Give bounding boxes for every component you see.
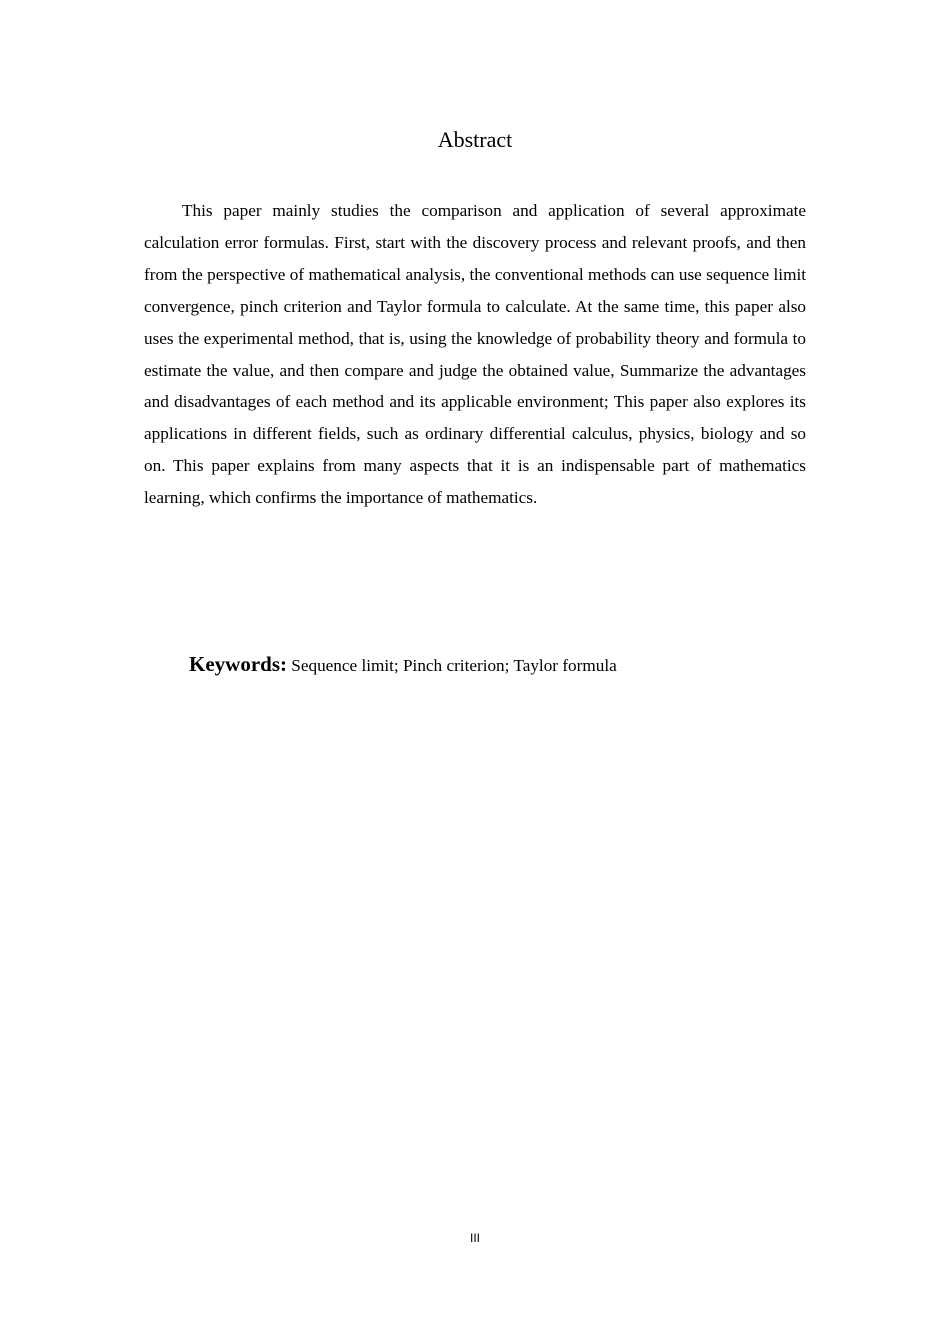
keywords-list: Sequence limit; Pinch criterion; Taylor formula bbox=[291, 656, 617, 675]
page-number: III bbox=[469, 1231, 480, 1245]
keywords-label: Keywords: bbox=[189, 652, 287, 676]
keywords-line bbox=[189, 648, 829, 682]
abstract-title: Abstract bbox=[437, 127, 513, 152]
abstract-body: This paper mainly studies the comparison and application of several approximate calculation error formulas. First, start with the discovery process and relevant proofs, and then from the perspective of mathematical analysis, the conventional methods can use sequence limit convergence, pinch criterion and Taylor formula to calculate. At the same time, this paper also uses the experimental method, that is, using the knowledge of probability theory and formula to estimate the value, and then compare and judge the obtained value, Summarize the advantages and disadvantages of each method and its applicable environment; This paper also explores its applications in different fields, such as ordinary differential calculus, physics, biology and so on. This paper explains from many aspects that it is an indispensable part of mathematics learning, which confirms the importance of mathematics. bbox=[144, 201, 806, 508]
